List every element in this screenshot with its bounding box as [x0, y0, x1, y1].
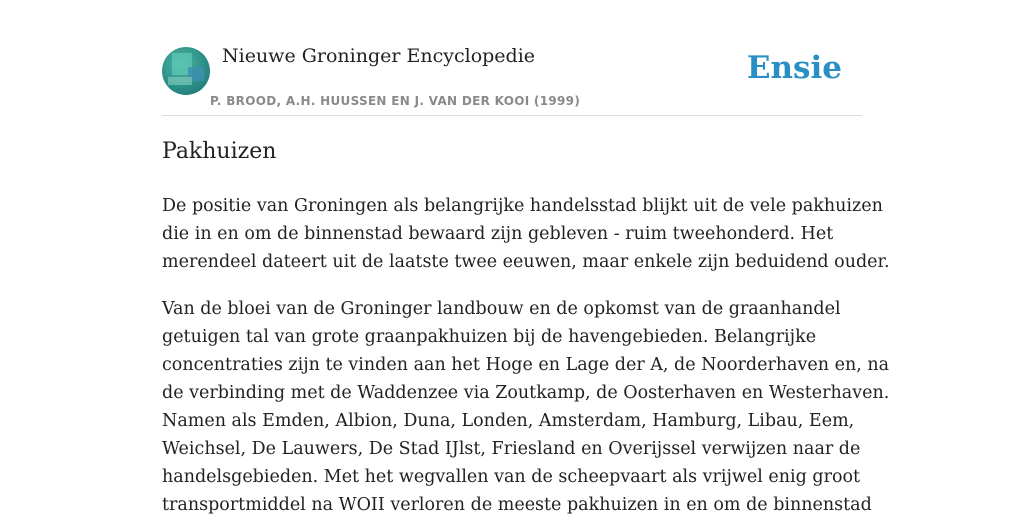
paragraph-line: getuigen tal van grote graanpakhuizen bij de havengebieden. Belangrijke: [162, 327, 817, 347]
article-paragraph: [162, 295, 890, 519]
cover-shape: [168, 77, 192, 85]
paragraph-line: De positie van Groningen als belangrijke handelsstad blijkt uit de vele pakhuizen: [162, 196, 883, 216]
paragraph-line: Namen als Emden, Albion, Duna, Londen, Amsterdam, Hamburg, Libau, Eem,: [162, 411, 855, 431]
ensie-logo[interactable]: Ensie: [746, 50, 842, 86]
book-header: [162, 0, 862, 116]
paragraph-line: transportmiddel na WOII verloren de meeste pakhuizen in en om de binnenstad: [162, 495, 872, 515]
article-title: Pakhuizen: [162, 139, 277, 164]
paragraph-line: de verbinding met de Waddenzee via Zoutkamp, de Oosterhaven en Westerhaven.: [162, 383, 890, 403]
paragraph-line: merendeel dateert uit de laatste twee eeuwen, maar enkele zijn beduidend ouder.: [162, 252, 890, 272]
book-cover-thumbnail[interactable]: [162, 47, 210, 95]
paragraph-line: die in en om de binnenstad bewaard zijn gebleven - ruim tweehonderd. Het: [162, 224, 834, 244]
paragraph-line: Weichsel, De Lauwers, De Stad IJlst, Friesland en Overijssel verwijzen naar de: [162, 439, 861, 459]
paragraph-line: concentraties zijn te vinden aan het Hoge en Lage der A, de Noorderhaven en, na: [162, 355, 890, 375]
page: [162, 0, 890, 515]
paragraph-line: Van de bloei van de Groninger landbouw en de opkomst van de graanhandel: [162, 299, 841, 319]
book-title-link[interactable]: Nieuwe Groninger Encyclopedie: [222, 45, 536, 67]
article-paragraph: [162, 192, 890, 276]
paragraph-line: handelsgebieden. Met het wegvallen van de scheepvaart als vrijwel enig groot: [162, 467, 861, 487]
book-authors: P. BROOD, A.H. HUUSSEN EN J. VAN DER KOOI (1999): [210, 94, 581, 108]
